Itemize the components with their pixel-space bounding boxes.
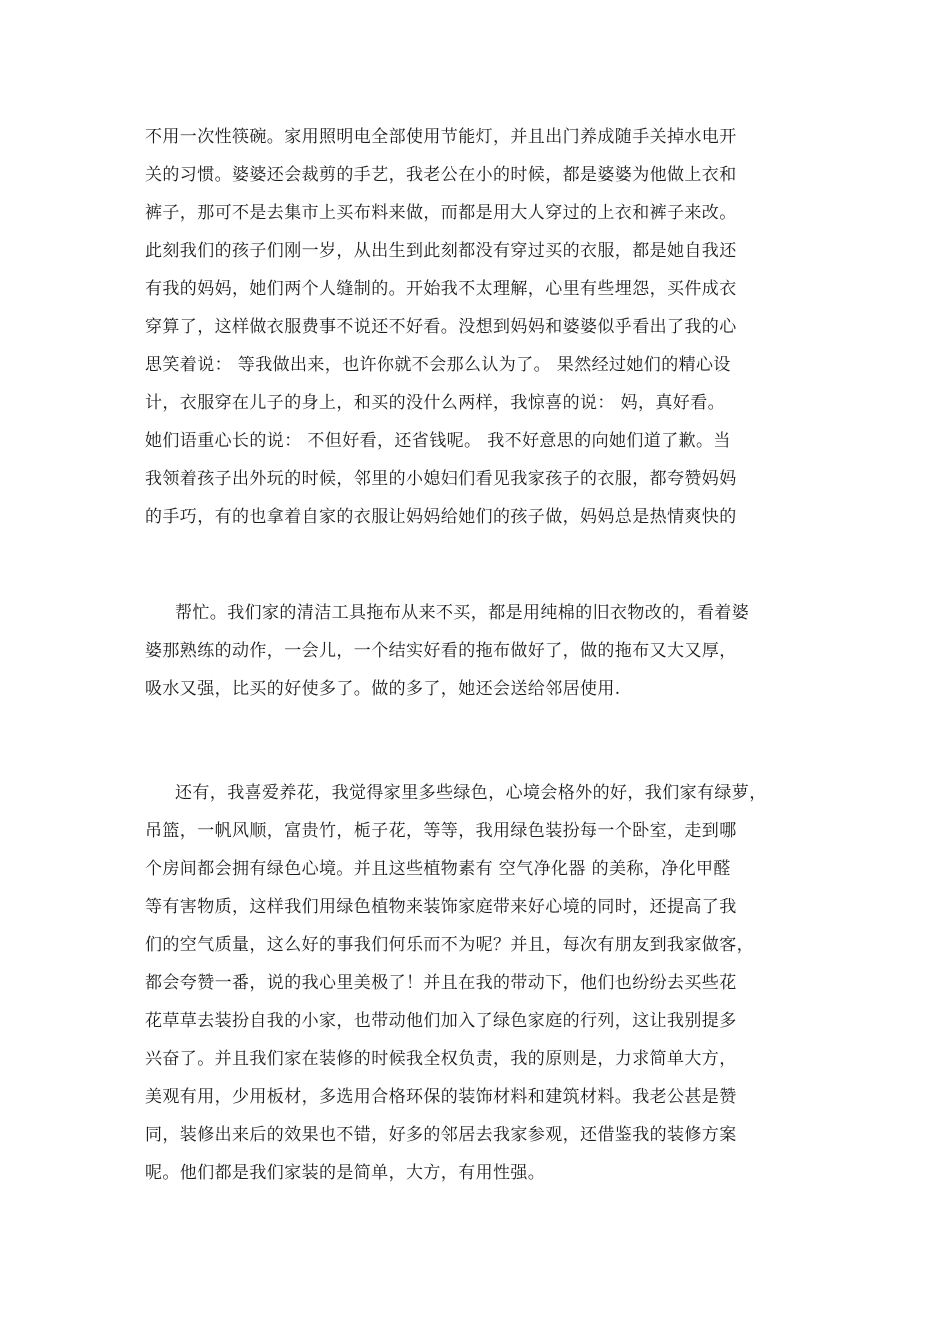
text-line: 她们语重心长的说： 不但好看，还省钱呢。 我不好意思的向她们道了歉。当 <box>145 431 731 451</box>
text-line: 花草草去装扮自我的小家，也带动他们加入了绿色家庭的行列，这让我别提多 <box>145 1011 737 1031</box>
text-line: 计，衣服穿在儿子的身上，和买的没什么两样，我惊喜的说： 妈，真好看。 <box>145 393 726 413</box>
text-line: 婆那熟练的动作，一会儿，一个结实好看的拖布做好了，做的拖布又大又厚， <box>145 641 737 661</box>
text-line: 思笑着说： 等我做出来，也许你就不会那么认为了。 果然经过她们的精心设 <box>145 355 731 375</box>
text-line: 关的习惯。婆婆还会裁剪的手艺，我老公在小的时候，都是婆婆为他做上衣和 <box>145 165 737 185</box>
text-line: 裤子，那可不是去集市上买布料来做，而都是用大人穿过的上衣和裤子来改。 <box>145 203 737 223</box>
text-line: 吊篮，一帆风顺，富贵竹，栀子花，等等，我用绿色装扮每一个卧室，走到哪 <box>145 821 737 841</box>
text-line: 呢。他们都是我们家装的是简单，大方，有用性强。 <box>145 1163 546 1183</box>
text-line: 此刻我们的孩子们刚一岁，从出生到此刻都没有穿过买的衣服，都是她自我还 <box>145 241 737 261</box>
text-line: 穿算了，这样做衣服费事不说还不好看。没想到妈妈和婆婆似乎看出了我的心 <box>145 317 737 337</box>
text-line: 等有害物质，这样我们用绿色植物来装饰家庭带来好心境的同时，还提高了我 <box>145 897 737 917</box>
text-line: 都会夸赞一番，说的我心里美极了！并且在我的带动下，他们也纷纷去买些花 <box>145 973 737 993</box>
text-line: 有我的妈妈，她们两个人缝制的。开始我不太理解，心里有些埋怨，买件成衣 <box>145 279 737 299</box>
text-line: 个房间都会拥有绿色心境。并且这些植物素有 空气净化器 的美称，净化甲醛 <box>145 859 731 879</box>
paragraph-3 <box>145 774 825 1192</box>
text-line: 我领着孩子出外玩的时候，邻里的小媳妇们看见我家孩子的衣服，都夸赞妈妈 <box>145 469 737 489</box>
text-line: 吸水又强，比买的好使多了。做的多了，她还会送给邻居使用. <box>145 679 621 699</box>
paragraph-2 <box>145 594 825 708</box>
text-line: 们的空气质量，这么好的事我们何乐而不为呢？并且，每次有朋友到我家做客， <box>145 935 754 955</box>
text-line: 帮忙。我们家的清洁工具拖布从来不买，都是用纯棉的旧衣物改的，看着婆 <box>175 603 750 623</box>
text-line: 同，装修出来后的效果也不错，好多的邻居去我家参观，还借鉴我的装修方案 <box>145 1125 737 1145</box>
paragraph-1 <box>145 118 825 536</box>
text-line: 的手巧，有的也拿着自家的衣服让妈妈给她们的孩子做，妈妈总是热情爽快的 <box>145 507 737 527</box>
text-line: 不用一次性筷碗。家用照明电全部使用节能灯，并且出门养成随手关掉水电开 <box>145 127 737 147</box>
text-line: 兴奋了。并且我们家在装修的时候我全权负责，我的原则是，力求简单大方， <box>145 1049 737 1069</box>
text-line: 美观有用，少用板材，多选用合格环保的装饰材料和建筑材料。我老公甚是赞 <box>145 1087 737 1107</box>
text-line: 还有，我喜爱养花，我觉得家里多些绿色，心境会格外的好，我们家有绿萝， <box>175 783 767 803</box>
